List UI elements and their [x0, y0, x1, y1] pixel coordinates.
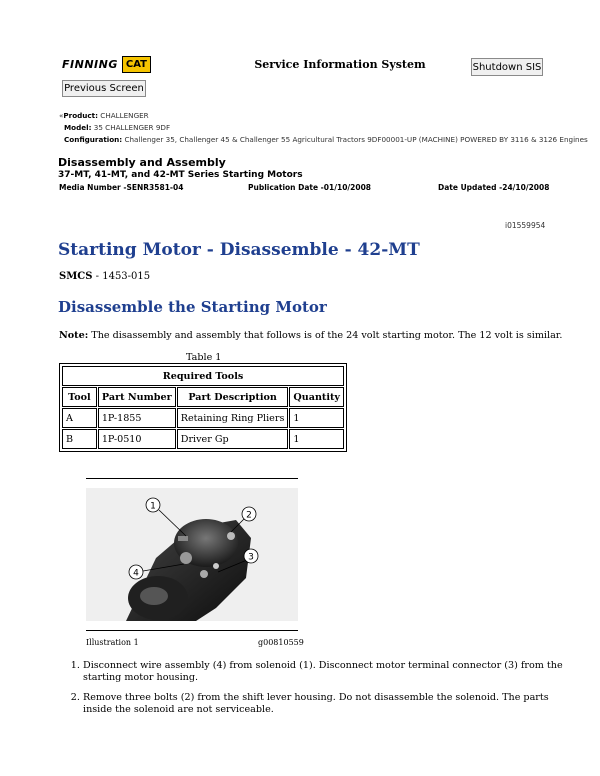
cell-tool: A — [62, 408, 97, 428]
page-heading: Starting Motor - Disassemble - 42-MT — [58, 240, 420, 260]
previous-screen-button[interactable]: Previous Screen — [62, 80, 146, 97]
callout-2 — [242, 507, 256, 521]
model-value: 35 CHALLENGER 9DF — [93, 123, 171, 132]
app-title: Service Information System — [254, 58, 426, 71]
step-item: 2. Remove three bolts (2) from the shift lever housing. Do not disassemble the solenoid. The parts inside the solenoid are not serviceable. — [83, 692, 563, 716]
starting-motor-drawing — [86, 488, 298, 621]
illustration-bottom-rule — [86, 630, 298, 631]
step-item: 1. Disconnect wire assembly (4) from solenoid (1). Disconnect motor terminal connector (3) from the starting motor housing. — [83, 660, 563, 684]
product-value: CHALLENGER — [100, 111, 149, 120]
smcs-label: SMCS — [59, 271, 93, 282]
back-arrow-icon[interactable]: « — [59, 111, 64, 120]
svg-text:2: 2 — [246, 510, 252, 521]
col-header-tool: Tool — [62, 387, 97, 407]
table-title: Required Tools — [62, 366, 344, 386]
cell-quantity: 1 — [289, 408, 344, 428]
procedure-steps — [59, 660, 563, 724]
smcs-value: - 1453-015 — [92, 271, 151, 282]
cell-part-number: 1P-1855 — [98, 408, 176, 428]
date-updated: Date Updated -24/10/2008 — [438, 183, 550, 192]
col-header-part-description: Part Description — [177, 387, 289, 407]
finning-logo-text: FINNING — [62, 57, 118, 71]
configuration-value: Challenger 35, Challenger 45 & Challenger 55 Agricultural Tractors 9DF00001-UP (MACHINE) POWERED BY 3116 & 3126 Engines — [124, 135, 588, 144]
media-number: Media Number -SENR3581-04 — [59, 183, 184, 192]
configuration-line — [64, 135, 588, 144]
note-paragraph — [59, 330, 562, 341]
callout-3 — [244, 549, 258, 563]
cell-quantity: 1 — [289, 429, 344, 449]
cell-tool: B — [62, 429, 97, 449]
shutdown-sis-button[interactable]: Shutdown SIS — [471, 58, 543, 76]
reference-id: i01559954 — [505, 221, 546, 230]
col-header-quantity: Quantity — [289, 387, 344, 407]
model-label: Model: — [64, 123, 92, 132]
cat-logo-badge: CAT — [122, 56, 151, 73]
callout-1 — [146, 498, 160, 512]
product-label: Product: — [63, 111, 98, 120]
product-line — [59, 111, 149, 120]
subheading: Disassemble the Starting Motor — [58, 298, 327, 316]
table-row — [62, 429, 344, 449]
callout-4 — [129, 565, 143, 579]
configuration-label: Configuration: — [64, 135, 123, 144]
svg-text:1: 1 — [150, 501, 156, 512]
table-caption: Table 1 — [186, 352, 222, 363]
cell-part-number: 1P-0510 — [98, 429, 176, 449]
model-line — [64, 123, 170, 132]
section-title: Disassembly and Assembly — [58, 156, 226, 169]
illustration-label: Illustration 1 — [86, 638, 139, 647]
svg-text:3: 3 — [248, 552, 254, 563]
cell-part-description: Driver Gp — [177, 429, 289, 449]
col-header-part-number: Part Number — [98, 387, 176, 407]
section-subtitle: 37-MT, 41-MT, and 42-MT Series Starting Motors — [58, 170, 303, 180]
starting-motor-photo — [86, 488, 298, 621]
note-label: Note: — [59, 330, 89, 341]
publication-date: Publication Date -01/10/2008 — [248, 183, 372, 192]
finning-cat-logo — [62, 53, 146, 75]
svg-text:4: 4 — [133, 568, 139, 579]
table-row — [62, 408, 344, 428]
note-text: The disassembly and assembly that follows is of the 24 volt starting motor. The 12 volt is similar. — [88, 330, 563, 341]
smcs-line — [59, 271, 150, 282]
table-header-row — [62, 387, 344, 407]
cell-part-description: Retaining Ring Pliers — [177, 408, 289, 428]
illustration-id: g00810559 — [258, 638, 304, 647]
required-tools-table — [59, 363, 347, 452]
